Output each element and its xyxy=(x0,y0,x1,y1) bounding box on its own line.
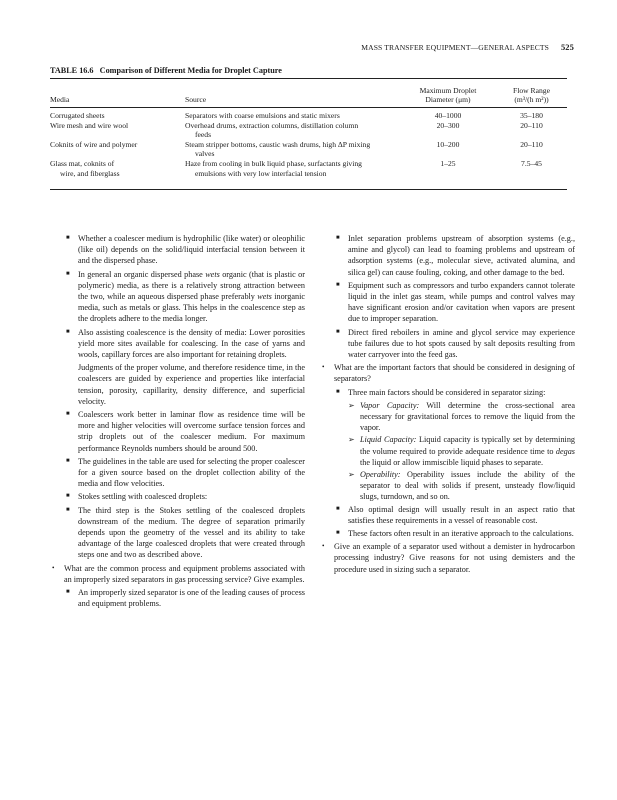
list-item: ■ The third step is the Stokes settling of the coalesced droplets downstream of the medium. The degree of separation primarily depends upon the geometry of the vessel and its ability to take advantage of the large coalesced droplets that were created through steps one and two as described above. xyxy=(66,505,305,560)
question: • What are the important factors that should be considered in designing of separators? xyxy=(322,363,575,384)
header-droplet-diameter: Maximum Droplet Diameter (μm) xyxy=(419,85,477,105)
list-item: ■ Three main factors should be considered in separator sizing: xyxy=(336,387,546,397)
list-item: ■ Coalescers work better in laminar flow as residence time will be more and higher velocities will overcome surface tension forces and strip droplets out of the coalescer medium. For maximum performance Reynolds numbers should be around 500. xyxy=(66,410,305,453)
table-row: Glass mat, coknits of wire, and fiberglass Haze from cooling in bulk liquid phase, surfactants giving emulsions with very low interfacial tension 1–25 7.5–45 xyxy=(50,158,542,178)
sub-item-vapor-capacity: ➢ Vapor Capacity: Will determine the cross-sectional area necessary for gravitational forces to remove the liquid from the vapor. xyxy=(348,400,575,433)
list-item: ■ Also assisting coalescence is the density of media: Lower porosities yield more sites available for coalescing. In the case of yarns and wools, capillary forces are also important for retaining droplets. xyxy=(66,327,305,360)
table-caption xyxy=(50,66,282,75)
header-source: Source xyxy=(185,95,207,105)
table-top-rule xyxy=(50,78,567,79)
list-item: ■ An improperly sized separator is one of the leading causes of process and equipment problems. xyxy=(66,588,305,609)
list-item: ■ Stokes settling with coalesced droplets: xyxy=(66,492,208,502)
question: • What are the common process and equipment problems associated with an improperly sized separators in gas processing service? Give examples. xyxy=(52,563,305,584)
list-item: ■ Inlet separation problems upstream of absorption systems (e.g., amine and glycol) can lead to foaming problems and upstream of adsorption systems (e.g., molecular sieve, activated alumina, and silica gel) can cause fouling, coking, and other damage to the bed. xyxy=(336,234,575,277)
table-row: Corrugated sheets Separators with coarse emulsions and static mixers 40–1000 35–180 xyxy=(50,111,543,120)
paragraph: Judgments of the proper volume, and therefore residence time, in the coalescers are guided by experience and properties like interfacial tension, porosity, capillarity, density difference, and superficial velocity. xyxy=(78,363,305,406)
table-row: Coknits of wire and polymer Steam stripper bottoms, caustic wash drums, high ΔP mixing valves 10–200 20–110 xyxy=(50,139,543,159)
table-row: Wire mesh and wire wool Overhead drums, extraction columns, distillation column feeds 20–300 20–110 xyxy=(50,120,543,140)
table-title: Comparison of Different Media for Droplet Capture xyxy=(99,66,282,75)
list-item: ■ The guidelines in the table are used for selecting the proper coalescer for a given source based on the droplet collection ability of the media and flow velocities. xyxy=(66,456,305,489)
list-item: ■ Whether a coalescer medium is hydrophilic (like water) or oleophilic (like oil) depends on the solid/liquid interfacial tension between it and the dispersed phase. xyxy=(66,234,305,266)
list-item: ■ These factors often result in an iterative approach to the calculations. xyxy=(336,529,574,539)
running-title: MASS TRANSFER EQUIPMENT—GENERAL ASPECTS xyxy=(361,43,549,52)
header-media: Media xyxy=(50,95,70,105)
running-header xyxy=(361,42,574,52)
right-column xyxy=(322,232,576,577)
list-item: ■ In general an organic dispersed phase wets organic (that is plastic or polymeric) media, as there is a relatively strong attraction between the two, while an aqueous dispersed phase preferably wets inorganic media, such as metals or glass. This helps in the coalescence step as the droplets adhere to the media longer. xyxy=(66,269,306,324)
list-item: ■ Also optimal design will usually result in an aspect ratio that satisfies these requirements in a vessel of reasonable cost. xyxy=(336,504,575,525)
sub-item-operability: ➢ Operability: Operability issues include the ability of the separator to deal with solids if present, unsteady flow/liquid slugs, turndown, and so on. xyxy=(348,470,575,502)
left-column xyxy=(52,232,306,612)
table-label: TABLE 16.6 xyxy=(50,66,94,75)
media-table xyxy=(50,80,567,178)
sub-item-liquid-capacity: ➢ Liquid Capacity: Liquid capacity is typically set by determining the volume required to provide adequate residence time to degas the liquid or allow immiscible liquid phases to separate. xyxy=(348,435,576,467)
page-number: 525 xyxy=(560,42,574,52)
list-item: ■ Direct fired reboilers in amine and glycol service may experience tube failures due to hot spots caused by salt deposits resulting from water carryover into the feed gas. xyxy=(336,327,575,360)
header-flow-range: Flow Range (m³/(h m²)) xyxy=(513,85,550,105)
table-bottom-rule xyxy=(50,189,567,190)
question: • Give an example of a separator used without a demister in hydrocarbon processing industry? Give reasons for not using demisters and the procedure used in sizing such a separator. xyxy=(322,542,575,574)
list-item: ■ Equipment such as compressors and turbo expanders cannot tolerate liquid in the inlet gas steam, while pumps and control valves may have significant erosion and/or cavitation when vapors are present due to improper separation. xyxy=(336,280,575,324)
